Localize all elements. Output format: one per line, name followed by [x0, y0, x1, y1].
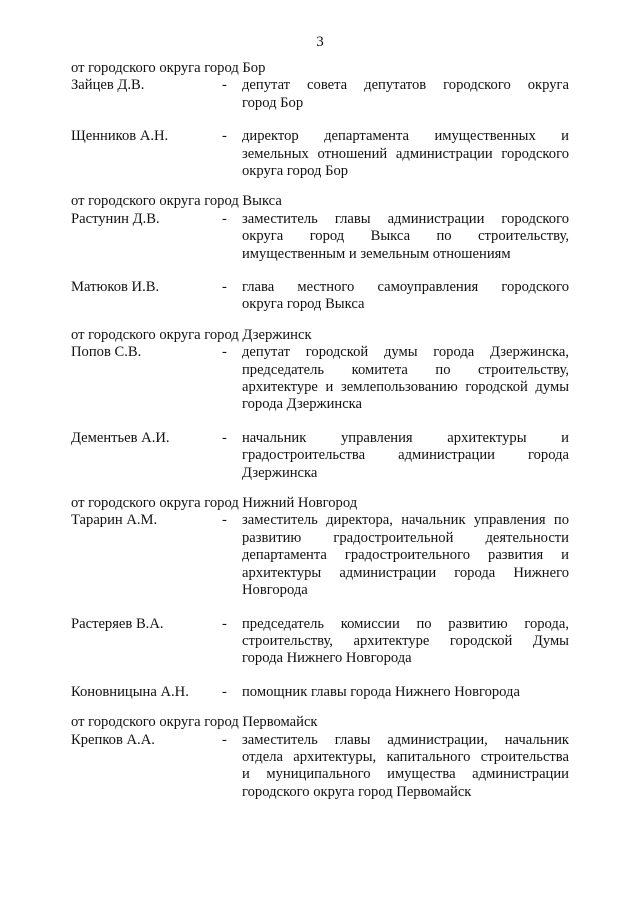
- position-line: городского округа город Первомайск: [242, 783, 472, 800]
- member-row: [71, 211, 569, 263]
- position-line: заместитель главы администрации городского: [242, 210, 569, 227]
- member-row: [71, 344, 569, 414]
- member-position: [242, 512, 569, 599]
- position-line: департамента градостроительного развития и: [242, 547, 569, 564]
- section-heading: от городского округа город Дзержинск: [71, 326, 312, 343]
- member-name: Щенников А.Н.: [71, 128, 169, 145]
- member-dash: -: [222, 615, 227, 632]
- member-row: [71, 616, 569, 668]
- position-line: развитию градостроительной деятельности: [242, 529, 569, 546]
- member-position: [242, 344, 569, 414]
- member-row: [71, 279, 569, 314]
- member-row: [71, 430, 569, 482]
- position-line: имущественным и земельным отношениям: [242, 245, 511, 262]
- position-line: округа город Бор: [242, 163, 349, 180]
- member-dash: -: [222, 210, 227, 227]
- position-line: заместитель директора, начальник управления по: [242, 512, 569, 529]
- position-line: председатель комиссии по развитию города,: [242, 615, 569, 632]
- position-line: градостроительства администрации города: [242, 447, 569, 464]
- member-position: [242, 128, 569, 180]
- position-line: города Нижнего Новгорода: [242, 650, 412, 667]
- position-line: отдела архитектуры, капитального строительства: [242, 748, 569, 765]
- position-line: округа город Выкса: [242, 296, 365, 313]
- member-position: [242, 430, 569, 482]
- member-name: Растеряев В.А.: [71, 615, 164, 632]
- member-name: Коновницына А.Н.: [71, 683, 189, 700]
- member-row: [71, 128, 569, 180]
- position-line: директор департамента имущественных и: [242, 128, 569, 145]
- position-line: земельных отношений администрации городского: [242, 145, 569, 162]
- section: [71, 327, 569, 482]
- member-position: [242, 616, 569, 668]
- document-body: [71, 60, 569, 814]
- member-row: [71, 684, 569, 701]
- position-line: Новгорода: [242, 582, 308, 599]
- member-position: [242, 684, 569, 701]
- member-dash: -: [222, 77, 227, 94]
- section: [71, 193, 569, 313]
- member-dash: -: [222, 279, 227, 296]
- section-heading: от городского округа город Бор: [71, 60, 266, 76]
- position-line: архитектуре и землепользованию городской думы: [242, 379, 569, 396]
- member-dash: -: [222, 429, 227, 446]
- member-position: [242, 77, 569, 112]
- member-name: Дементьев А.И.: [71, 429, 170, 446]
- member-dash: -: [222, 128, 227, 145]
- position-line: город Бор: [242, 94, 304, 111]
- member-dash: -: [222, 683, 227, 700]
- member-row: [71, 77, 569, 112]
- section-heading: от городского округа город Нижний Новгород: [71, 495, 358, 512]
- member-dash: -: [222, 344, 227, 361]
- member-position: [242, 211, 569, 263]
- member-name: Крепков А.А.: [71, 731, 155, 748]
- position-line: депутат совета депутатов городского округа: [242, 77, 569, 94]
- member-position: [242, 279, 569, 314]
- member-name: Матюков И.В.: [71, 279, 160, 296]
- member-dash: -: [222, 731, 227, 748]
- member-row: [71, 512, 569, 599]
- position-line: начальник управления архитектуры и: [242, 429, 569, 446]
- position-line: глава местного самоуправления городского: [242, 279, 569, 296]
- member-name: Зайцев Д.В.: [71, 77, 145, 94]
- position-line: председатель комитета по строительству,: [242, 361, 569, 378]
- member-name: Попов С.В.: [71, 344, 142, 361]
- position-line: строительству, архитектуре городской Думы: [242, 632, 569, 649]
- position-line: помощник главы города Нижнего Новгорода: [242, 683, 520, 700]
- member-row: [71, 732, 569, 802]
- position-line: города Дзержинска: [242, 396, 363, 413]
- position-line: и муниципального имущества администрации: [242, 766, 569, 783]
- section: [71, 714, 569, 801]
- position-line: депутат городской думы города Дзержинска,: [242, 344, 569, 361]
- section-heading: от городского округа город Выкса: [71, 193, 282, 210]
- member-name: Тарарин А.М.: [71, 512, 158, 529]
- position-line: архитектуры администрации города Нижнего: [242, 564, 569, 581]
- section: [71, 495, 569, 701]
- position-line: заместитель главы администрации, начальник: [242, 731, 569, 748]
- position-line: Дзержинска: [242, 464, 318, 481]
- section-heading: от городского округа город Первомайск: [71, 714, 318, 731]
- member-dash: -: [222, 512, 227, 529]
- section: [71, 60, 569, 180]
- member-position: [242, 732, 569, 802]
- member-name: Растунин Д.В.: [71, 210, 160, 227]
- page-number: 3: [316, 34, 324, 50]
- position-line: округа город Выкса по строительству,: [242, 228, 569, 245]
